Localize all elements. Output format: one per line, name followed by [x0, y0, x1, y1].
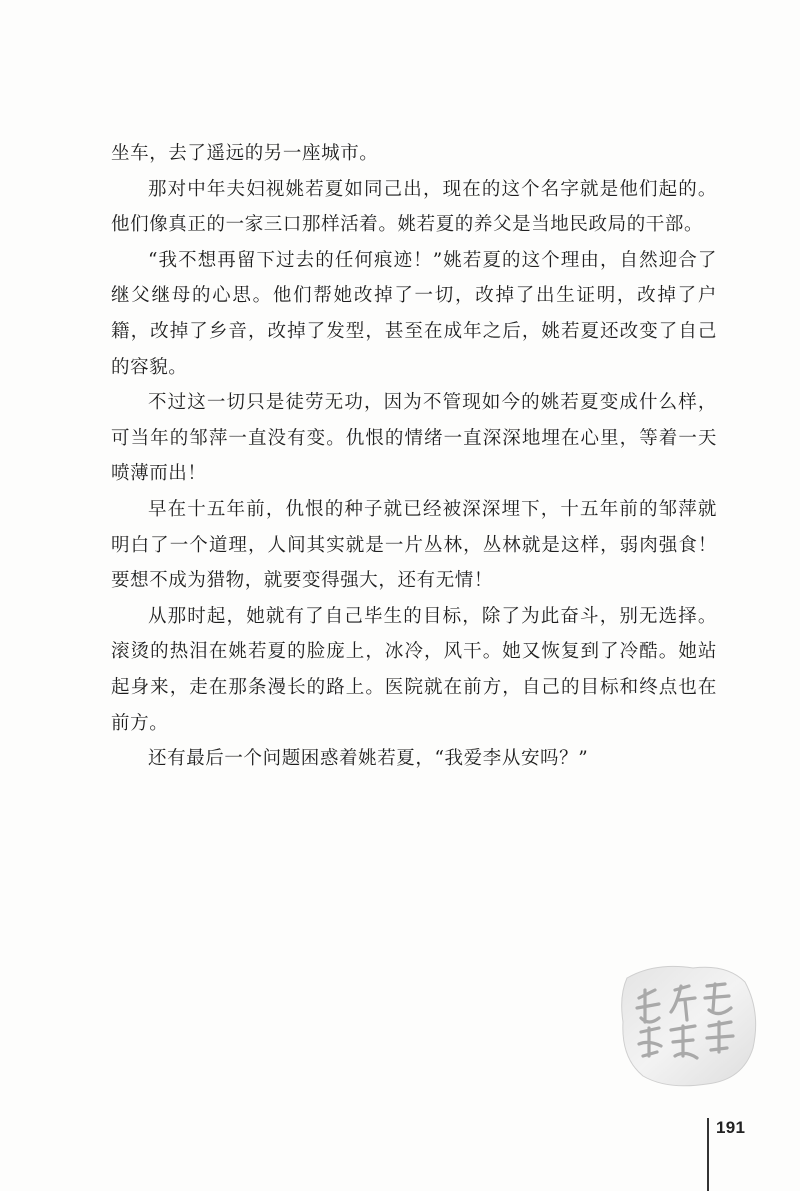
paragraph-1: 坐车，去了遥远的另一座城市。 — [111, 143, 379, 164]
paragraph-4: 不过这一切只是徒劳无功，因为不管现如今的姚若夏变成什么样，可当年的邹萍一直没有变。仇恨的情绪一直深深地埋在心里，等着一天喷薄而出！ — [111, 392, 717, 485]
body-text — [111, 136, 717, 777]
seal-stamp-icon — [615, 960, 760, 1090]
paragraph-6: 从那时起，她就有了自己毕生的目标，除了为此奋斗，别无选择。滚烫的热泪在姚若夏的脸庞上，冰冷，风干。她又恢复到了冷酷。她站起身来，走在那条漫长的路上。医院就在前方，自己的目标和终点也在前方。 — [111, 605, 717, 734]
page-number: 191 — [716, 1118, 746, 1137]
page-number-rule — [707, 1118, 709, 1191]
paragraph-2: 那对中年夫妇视姚若夏如同己出，现在的这个名字就是他们起的。他们像真正的一家三口那样活着。姚若夏的养父是当地民政局的干部。 — [111, 178, 717, 236]
paragraph-3: “我不想再留下过去的任何痕迹！”姚若夏的这个理由，自然迎合了继父继母的心思。他们帮她改掉了一切，改掉了出生证明，改掉了户籍，改掉了乡音，改掉了发型，甚至在成年之后，姚若夏还改变了自己的容貌。 — [111, 249, 717, 378]
paragraph-5: 早在十五年前，仇恨的种子就已经被深深埋下，十五年前的邹萍就明白了一个道理，人间其实就是一片丛林，丛林就是这样，弱肉强食！要想不成为猎物，就要变得强大，还有无情！ — [111, 498, 717, 592]
paragraph-7: 还有最后一个问题困惑着姚若夏，“我爱李从安吗？” — [148, 748, 589, 770]
